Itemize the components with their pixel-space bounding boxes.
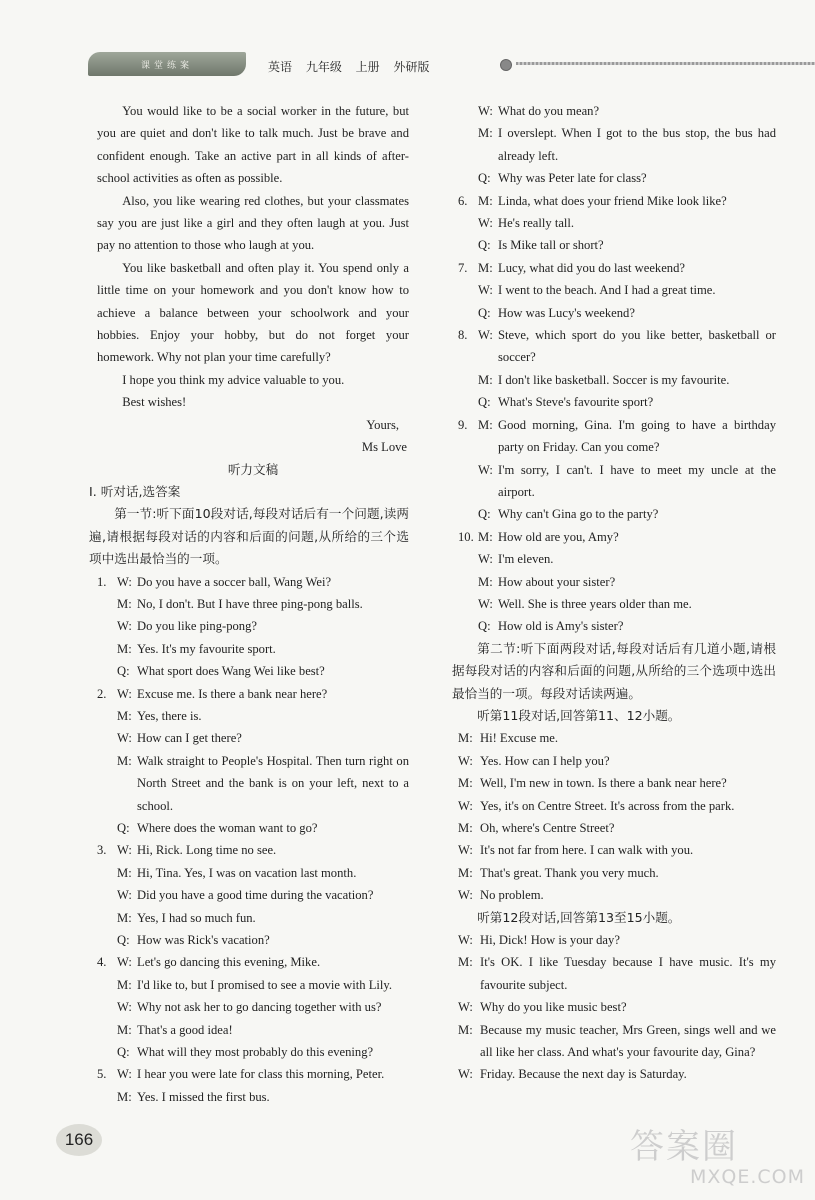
dialogue12-heading: 听第12段对话,回答第13至15小题。 [477, 909, 681, 925]
dialogue-text: How can I get there? [137, 731, 242, 746]
speaker-label: W: [458, 753, 473, 768]
dialogue-text: I don't like basketball. Soccer is my favourite. [498, 372, 730, 387]
dialogue-text: It's OK. I like Tuesday because I have music. It's my favourite subject. [480, 955, 776, 992]
dialogue-line [458, 526, 776, 548]
speaker-label: M: [458, 821, 473, 835]
dialogue-text: No problem. [480, 888, 544, 903]
dialogue-text: Do you like ping-pong? [137, 619, 257, 634]
dialogue-line [97, 1019, 409, 1041]
dialogue-text: Yes. I missed the first bus. [137, 1089, 270, 1104]
dialogue-text: He's really tall. [498, 216, 575, 231]
dialogue-text: What will they most probably do this evening? [137, 1045, 374, 1060]
speaker-label: M: [117, 753, 132, 768]
dialogue-text: Why not ask her to go dancing together with us? [137, 1000, 382, 1015]
speaker-label: W: [117, 686, 132, 701]
dialogue-line [97, 839, 409, 861]
speaker-label: W: [117, 574, 132, 589]
dialogue-line [458, 369, 776, 391]
series-badge [88, 52, 246, 76]
dialogue-line [458, 414, 776, 459]
dialogue-line [458, 996, 776, 1018]
speaker-label: M: [117, 1022, 132, 1037]
speaker-label: M: [478, 417, 493, 432]
speaker-label: Q: [117, 933, 130, 948]
dialogue-number: 3. [97, 843, 107, 858]
section2-instruction: 第二节:听下面两段对话,每段对话后有几道小题,请根据每段对话的内容和后面的问题,从所给的三个选项中选出最恰当的一项。每段对话读两遍。 [452, 640, 776, 701]
dialogue-number [97, 593, 117, 615]
dialogue-text: Yes, there is. [137, 708, 202, 723]
dialogue-text: What sport does Wang Wei like best? [137, 664, 325, 679]
dialogue-line [458, 727, 776, 749]
letter-paragraph: Also, you like wearing red clothes, but your classmates say you are just like a girl and they often laugh at you. Just pay no attention to those who laugh at you. [97, 193, 409, 253]
speaker-label: M: [478, 529, 493, 544]
transcript-title: 听力文稿 [227, 461, 279, 477]
letter-signature: Ms Love [361, 440, 407, 455]
dialogue-text: I'm eleven. [498, 552, 554, 567]
speaker-label: M: [458, 865, 473, 880]
dialogue-line [458, 548, 776, 570]
dialogue-line [458, 884, 776, 906]
watermark-logo-text: 答案圈 [630, 1127, 738, 1167]
speaker-label: M: [117, 1089, 132, 1104]
dialogue-number [97, 929, 117, 951]
dialogue-line [97, 929, 409, 951]
header-rule [516, 62, 815, 65]
speaker-label: W: [117, 1067, 132, 1082]
dialogue-line [458, 302, 776, 324]
speaker-label: W: [117, 955, 132, 970]
dialogue-line [458, 571, 776, 593]
speaker-label: W: [458, 798, 473, 813]
header-dot-icon [500, 59, 512, 71]
dialogue-text: I'm sorry, I can't. I have to meet my uncle at the airport. [498, 462, 776, 499]
dialogue-line [97, 593, 409, 615]
dialogue-line [458, 257, 776, 279]
letter-paragraph: You like basketball and often play it. You spend only a little time on your homework and you don't know how to achieve a balance between your schoolwork and your hobbies. Enjoy your hobby, but do not forget your homework. Why not plan your time carefully? [97, 260, 409, 365]
speaker-label: Q: [117, 821, 130, 835]
dialogue-text: It's not far from here. I can walk with you. [480, 843, 694, 858]
dialogue-text: Why can't Gina go to the party? [498, 507, 659, 522]
dialogue-text: Yes. How can I help you? [480, 753, 610, 768]
dialogue-number [97, 884, 117, 906]
speaker-label: M: [117, 708, 132, 723]
dialogue-number: 7. [458, 260, 468, 275]
dialogue-text: Hi! Excuse me. [480, 731, 558, 746]
dialogue-text: Well, I'm new in town. Is there a bank near here? [480, 776, 727, 791]
speaker-label: W: [458, 843, 473, 858]
dialogue-line [97, 750, 409, 817]
speaker-label: W: [117, 888, 132, 903]
dialogue-text: How was Lucy's weekend? [498, 305, 635, 320]
section1-heading: Ⅰ. 听对话,选答案 [89, 483, 181, 499]
dialogue-line [97, 817, 409, 839]
dialogue-text: How old is Amy's sister? [498, 619, 624, 634]
dialogue-list [458, 100, 776, 638]
dialogue-number: 8. [458, 328, 468, 343]
letter-paragraph: You would like to be a social worker in the future, but you are quiet and don't like to talk much. Just be brave and confident enough. Take an active part in all kinds of after-school activities as often as possible. [97, 104, 409, 186]
dialogue-line [458, 391, 776, 413]
dialogue-number [458, 391, 478, 413]
speaker-label: M: [458, 1022, 473, 1037]
dialogue-line [458, 167, 776, 189]
speaker-label: M: [478, 574, 493, 589]
speaker-label: W: [478, 596, 493, 611]
dialogue-number [458, 234, 478, 256]
dialogue-text: Hi, Tina. Yes, I was on vacation last month. [137, 865, 357, 880]
speaker-label: W: [117, 1000, 132, 1015]
speaker-label: W: [458, 1067, 473, 1082]
dialogue-text: Is Mike tall or short? [498, 238, 604, 253]
dialogue-text: Oh, where's Centre Street? [480, 821, 615, 835]
dialogue-text: Why do you like music best? [480, 1000, 627, 1015]
dialogue-line [458, 772, 776, 794]
dialogue-line [97, 1063, 409, 1085]
speaker-label: Q: [478, 305, 491, 320]
dialogue-text: Lucy, what did you do last weekend? [498, 260, 685, 275]
page-number: 166 [56, 1124, 102, 1156]
dialogue-line [458, 503, 776, 525]
dialogue-line [458, 593, 776, 615]
dialogue-number [458, 167, 478, 189]
dialogue-text: Because my music teacher, Mrs Green, sings well and we all like her class. And what's your favourite day, Gina? [480, 1022, 776, 1060]
dialogue-number [458, 615, 478, 637]
dialogue-text: Walk straight to People's Hospital. Then turn right on North Street and the bank is on your left, next to a school. [137, 753, 409, 813]
dialogue-line [97, 660, 409, 682]
dialogue-number [97, 907, 117, 929]
dialogue-11 [458, 727, 776, 906]
speaker-label: W: [458, 888, 473, 903]
dialogue-number [458, 459, 478, 504]
speaker-label: W: [478, 283, 493, 298]
letter-closing: Yours, [366, 417, 399, 432]
dialogue-number [97, 705, 117, 727]
speaker-label: M: [478, 193, 493, 208]
speaker-label: W: [458, 933, 473, 948]
dialogue-line [458, 929, 776, 951]
dialogue-line [97, 727, 409, 749]
dialogue-line [458, 795, 776, 817]
dialogue-text: I hear you were late for class this morning, Peter. [137, 1067, 385, 1082]
dialogue-number [458, 369, 478, 391]
dialogue-line [97, 638, 409, 660]
page-header [70, 50, 770, 80]
speaker-label: M: [458, 731, 473, 746]
dialogue-number [458, 302, 478, 324]
dialogue11-heading: 听第11段对话,回答第11、12小题。 [477, 707, 681, 723]
dialogue-line [458, 122, 776, 167]
speaker-label: M: [117, 865, 132, 880]
speaker-label: M: [478, 126, 493, 141]
speaker-label: W: [117, 843, 132, 858]
dialogue-number [458, 212, 478, 234]
dialogue-text: Do you have a soccer ball, Wang Wei? [137, 574, 332, 589]
dialogue-line [97, 907, 409, 929]
dialogue-number: 10. [458, 529, 474, 544]
speaker-label: W: [478, 462, 493, 477]
watermark-logo [630, 1128, 805, 1190]
dialogue-number [458, 503, 478, 525]
dialogue-line [458, 750, 776, 772]
dialogue-line [97, 615, 409, 637]
dialogue-number [97, 1019, 117, 1041]
dialogue-number [458, 593, 478, 615]
section1-instruction: 第一节:听下面10段对话,每段对话后有一个问题,读两遍,请根据每段对话的内容和后面的问题,从所给的三个选项中选出最恰当的一项。 [89, 506, 409, 567]
series-badge-text: 课堂练案 [140, 59, 193, 70]
book-info: 英语 九年级 上册 外研版 [268, 60, 430, 74]
dialogue-line [97, 884, 409, 906]
dialogue-12 [458, 929, 776, 1086]
dialogue-line [458, 279, 776, 301]
dialogue-number [458, 548, 478, 570]
dialogue-line [97, 705, 409, 727]
dialogue-number [458, 571, 478, 593]
dialogue-line [97, 571, 409, 593]
dialogue-line [458, 862, 776, 884]
dialogue-line [97, 951, 409, 973]
dialogue-text: How about your sister? [498, 574, 616, 589]
dialogue-number [97, 615, 117, 637]
dialogue-line [458, 234, 776, 256]
speaker-label: W: [458, 1000, 473, 1015]
dialogue-number: 9. [458, 417, 468, 432]
speaker-label: W: [478, 328, 493, 343]
dialogue-text: Yes. It's my favourite sport. [137, 641, 276, 656]
dialogue-line [97, 996, 409, 1018]
speaker-label: M: [458, 955, 473, 970]
dialogue-text: I overslept. When I got to the bus stop, the bus had already left. [498, 126, 776, 163]
dialogue-number [97, 660, 117, 682]
speaker-label: W: [478, 552, 493, 567]
dialogue-text: Where does the woman want to go? [137, 821, 318, 835]
dialogue-line [458, 190, 776, 212]
dialogue-number [97, 727, 117, 749]
dialogue-line [458, 324, 776, 369]
speaker-label: M: [117, 641, 132, 656]
watermark-url: MXQE.COM [689, 1166, 805, 1188]
dialogue-number: 6. [458, 193, 468, 208]
dialogue-line [97, 862, 409, 884]
dialogue-line [458, 1019, 776, 1064]
dialogue-line [458, 839, 776, 861]
left-column [89, 100, 409, 1108]
dialogue-number [97, 974, 117, 996]
dialogue-line [458, 817, 776, 839]
dialogue-text: Yes, I had so much fun. [137, 910, 256, 925]
dialogue-line [458, 100, 776, 122]
dialogue-text: That's great. Thank you very much. [480, 865, 659, 880]
dialogue-number [458, 122, 478, 167]
dialogue-line [97, 974, 409, 996]
dialogue-text: Hi, Rick. Long time no see. [137, 843, 277, 858]
dialogue-number [97, 750, 117, 817]
speaker-label: Q: [478, 238, 491, 253]
speaker-label: Q: [478, 507, 491, 522]
dialogue-line [458, 212, 776, 234]
speaker-label: W: [117, 619, 132, 634]
dialogue-text: What do you mean? [498, 104, 600, 118]
dialogue-number [97, 862, 117, 884]
dialogue-text: No, I don't. But I have three ping-pong balls. [137, 596, 363, 611]
dialogue-line [458, 615, 776, 637]
speaker-label: W: [478, 216, 493, 231]
dialogue-text: Let's go dancing this evening, Mike. [137, 955, 321, 970]
dialogue-text: How was Rick's vacation? [137, 933, 270, 948]
speaker-label: W: [117, 731, 132, 746]
dialogue-text: How old are you, Amy? [498, 529, 619, 544]
dialogue-list [97, 571, 409, 1109]
dialogue-text: Why was Peter late for class? [498, 171, 647, 186]
dialogue-text: Steve, which sport do you like better, basketball or soccer? [498, 328, 776, 365]
dialogue-number: 1. [97, 574, 107, 589]
dialogue-text: That's a good idea! [137, 1022, 233, 1037]
dialogue-text: Linda, what does your friend Mike look like? [498, 193, 727, 208]
dialogue-text: I'd like to, but I promised to see a movie with Lily. [137, 977, 393, 992]
dialogue-text: Yes, it's on Centre Street. It's across from the park. [480, 798, 735, 813]
dialogue-number: 4. [97, 955, 107, 970]
dialogue-number [97, 996, 117, 1018]
speaker-label: M: [117, 596, 132, 611]
dialogue-number [458, 100, 478, 122]
dialogue-text: Did you have a good time during the vacation? [137, 888, 374, 903]
speaker-label: Q: [117, 1045, 130, 1060]
letter-paragraph: Best wishes! [122, 395, 187, 410]
speaker-label: Q: [478, 171, 491, 186]
speaker-label: Q: [117, 664, 130, 679]
dialogue-number: 2. [97, 686, 107, 701]
dialogue-line [458, 459, 776, 504]
right-column [452, 100, 776, 1086]
dialogue-line [97, 1086, 409, 1108]
dialogue-text: Good morning, Gina. I'm going to have a birthday party on Friday. Can you come? [498, 417, 776, 455]
speaker-label: M: [117, 977, 132, 992]
dialogue-number [97, 817, 117, 839]
dialogue-number [97, 1086, 117, 1108]
letter-paragraph: I hope you think my advice valuable to you. [122, 372, 345, 387]
dialogue-line [458, 951, 776, 996]
dialogue-text: Excuse me. Is there a bank near here? [137, 686, 328, 701]
dialogue-number: 5. [97, 1067, 107, 1082]
speaker-label: M: [458, 776, 473, 791]
speaker-label: M: [478, 372, 493, 387]
speaker-label: M: [478, 260, 493, 275]
dialogue-text: What's Steve's favourite sport? [498, 395, 654, 410]
dialogue-number [97, 1041, 117, 1063]
dialogue-line [458, 1063, 776, 1085]
speaker-label: W: [478, 104, 493, 118]
dialogue-number [97, 638, 117, 660]
dialogue-text: Well. She is three years older than me. [498, 596, 692, 611]
dialogue-number [458, 279, 478, 301]
dialogue-line [97, 1041, 409, 1063]
dialogue-line [97, 683, 409, 705]
dialogue-text: Friday. Because the next day is Saturday. [480, 1067, 687, 1082]
speaker-label: Q: [478, 619, 491, 634]
dialogue-text: I went to the beach. And I had a great time. [498, 283, 716, 298]
speaker-label: Q: [478, 395, 491, 410]
speaker-label: M: [117, 910, 132, 925]
dialogue-text: Hi, Dick! How is your day? [480, 933, 620, 948]
